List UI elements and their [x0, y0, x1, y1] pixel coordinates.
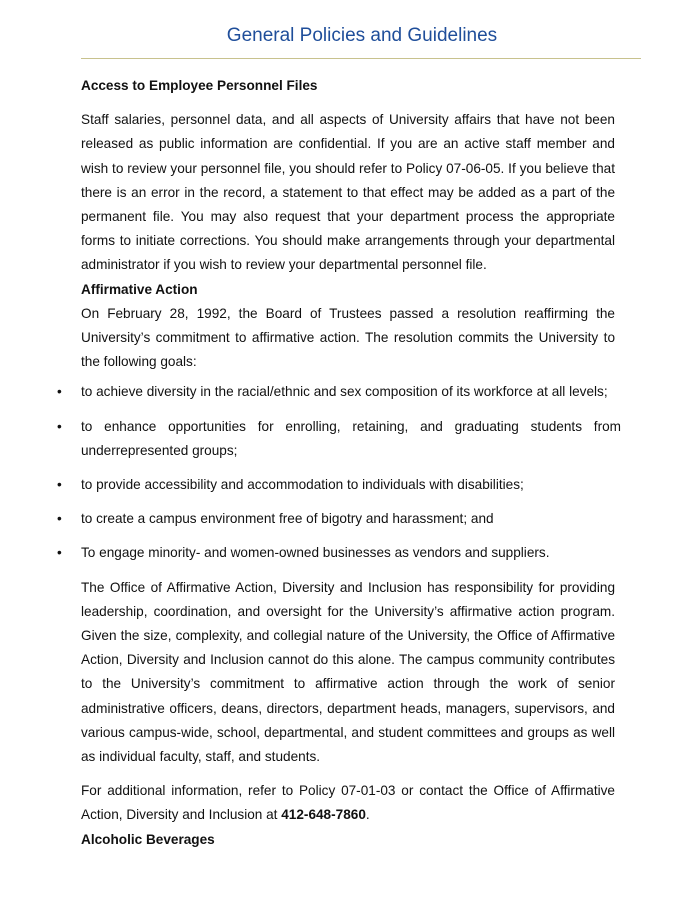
bullet-icon: • — [57, 477, 62, 493]
section-heading-affirmative-action: Affirmative Action — [81, 281, 198, 297]
goal-text: To engage minority- and women-owned businesses as vendors and suppliers. — [81, 545, 550, 561]
personnel-files-paragraph: Staff salaries, personnel data, and all aspects of University affairs that have not been released as public information are confidential. If you are an active staff member and wish to review your personnel file, you should refer to Policy 07-06-05. If you believe that there is an error in the record, a statement to that effect may be added as a part of the permanent file. You may also request that your department process the appropriate forms to initiate corrections. You should make arrangements through your departmental administrator if you wish to review your departmental personnel file. — [81, 112, 615, 273]
office-responsibility-paragraph: The Office of Affirmative Action, Diversity and Inclusion has responsibility for providing leadership, coordination, and oversight for the University’s affirmative action program. Given the size, complexity, and collegial nature of the University, the Office of Affirmative Action, Diversity and Inclusion cannot do this alone. The campus community contributes to the University’s commitment to affirmative action through the work of senior administrative officers, deans, directors, department heads, managers, supervisors, and various campus-wide, school, departmental, and student committees and groups as well as individual faculty, staff, and students. — [81, 579, 615, 765]
section-heading-personnel-files: Access to Employee Personnel Files — [81, 78, 318, 93]
bullet-icon: • — [57, 545, 62, 561]
contact-suffix: . — [365, 807, 370, 823]
bullet-icon: • — [57, 418, 62, 434]
list-item — [57, 541, 621, 565]
title-divider — [81, 58, 641, 59]
bullet-icon: • — [57, 511, 62, 527]
contact-text: For additional information, refer to Policy 07-01-03 or contact the Office of Affirmative Action, Diversity and Inclusion at — [81, 783, 615, 823]
bullet-icon: • — [57, 384, 62, 400]
document-body — [57, 74, 621, 852]
goals-list — [57, 380, 621, 565]
contact-phone: 412-648-7860 — [281, 807, 366, 823]
goal-text: to provide accessibility and accommodation to individuals with disabilities; — [81, 477, 524, 493]
list-item — [57, 380, 621, 404]
section-heading-alcoholic-beverages: Alcoholic Beverages — [81, 831, 215, 847]
goal-text: to achieve diversity in the racial/ethnic and sex composition of its workforce at all levels; — [81, 384, 608, 400]
list-item — [57, 507, 621, 531]
goal-text: to create a campus environment free of bigotry and harassment; and — [81, 511, 494, 527]
goal-text: to enhance opportunities for enrolling, retaining, and graduating students from underrepresented groups; — [81, 418, 621, 458]
page-title: General Policies and Guidelines — [226, 25, 498, 46]
contact-paragraph — [81, 779, 615, 827]
list-item — [57, 473, 621, 497]
list-item — [57, 415, 621, 463]
affirmative-action-intro: On February 28, 1992, the Board of Trustees passed a resolution reaffirming the University’s commitment to affirmative action. The resolution commits the University to the following goals: — [81, 305, 615, 370]
